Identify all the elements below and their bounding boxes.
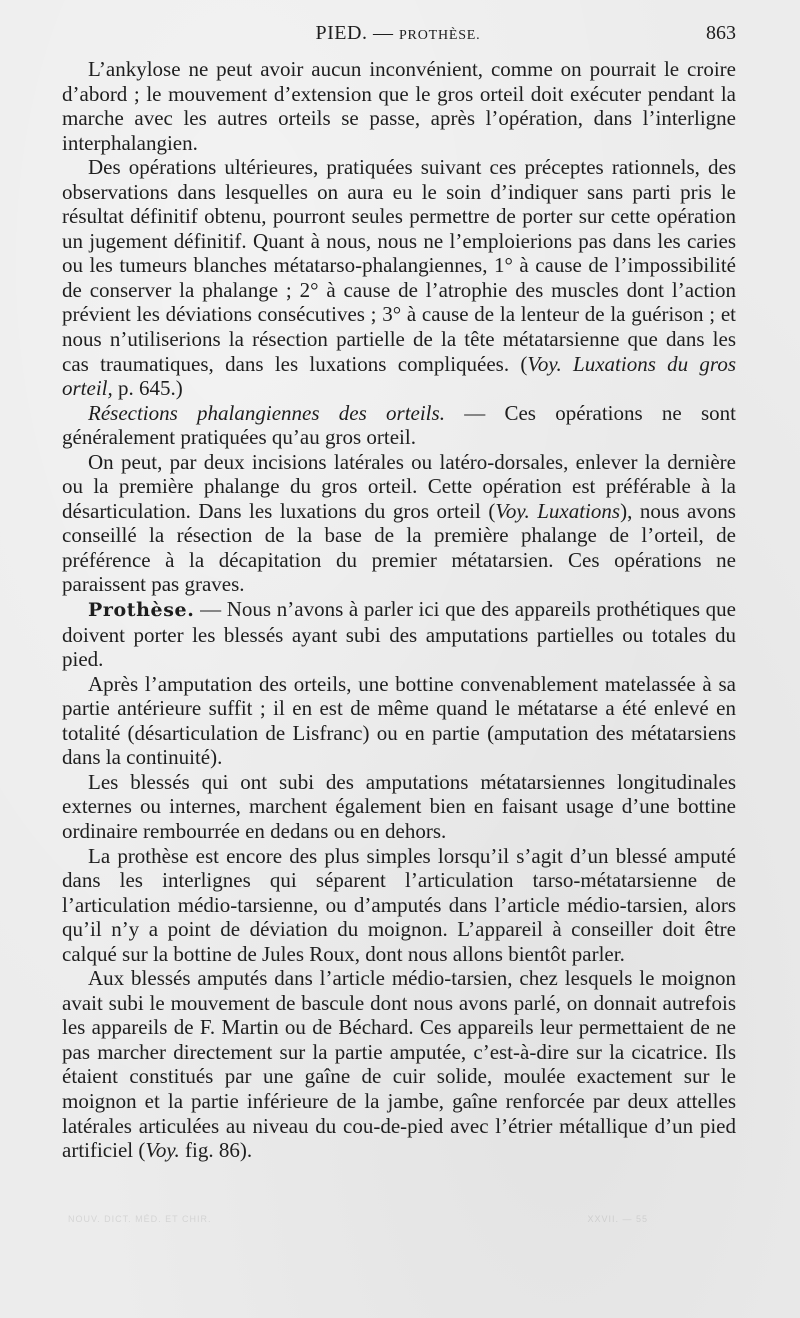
- cross-reference: Voy. Luxations du gros orteil,: [62, 351, 736, 401]
- footer-right: XXVII. — 55: [587, 1214, 648, 1224]
- running-dash: —: [372, 22, 394, 44]
- section-heading-italic: Résections phalangiennes des orteils.: [88, 400, 445, 425]
- running-head: [60, 22, 736, 45]
- cross-reference: Voy.: [145, 1138, 180, 1163]
- running-title: PIED.: [315, 22, 368, 44]
- paragraph-text: — Ces opérations ne sont généralement pratiquées qu’au gros orteil.: [62, 400, 736, 450]
- running-subtitle: PROTHÈSE.: [398, 28, 481, 43]
- footer-left: NOUV. DICT. MÉD. ET CHIR.: [68, 1214, 212, 1224]
- paragraph-text: fig. 86).: [179, 1138, 253, 1163]
- paragraph-text: p. 645.): [112, 376, 183, 401]
- cross-reference: Voy. Luxations: [495, 498, 621, 523]
- paragraph-prothese: [62, 597, 736, 672]
- paragraph-text: On peut, par deux incisions latérales ou latéro-dorsales, enlever la dernière ou la première phalange du gros orteil. Cette opération est préférable à la désarticulation. Dans les luxations du gros orteil (: [62, 449, 736, 523]
- paragraph-amputation-orteils: Après l’amputation des orteils, une bottine convenablement matelassée à sa partie antérieure suffit ; il en est de même quand le métatarse a été enlevé en totalité (désarticulation de Lisfranc) ou en partie (amputation des métatarsiens dans la continuité).: [62, 671, 736, 770]
- paragraph-prothese-simple: La prothèse est encore des plus simples lorsqu’il s’agit d’un blessé amputé dans les interlignes qui séparent l’articulation tarso-métatarsienne de l’articulation médio-tarsienne, ou d’amputés dans l’article médio-tarsien, alors qu’il n’y a point de déviation du moignon. L’appareil à conseiller doit être calqué sur la bottine de Jules Roux, dont nous allons bientôt parler.: [62, 843, 736, 966]
- paragraph-operations-ulterieures: [62, 155, 736, 400]
- paragraph-medio-tarsien: [62, 966, 736, 1162]
- paragraph-text: — Nous n’avons à parler ici que des appareils prothétiques que doivent porter les blessés ayant subi des amputations partielles ou totales du pied.: [62, 597, 736, 672]
- paragraph-incisions: [62, 450, 736, 597]
- paragraph-ankylose: L’ankylose ne peut avoir aucun inconvénient, comme on pourrait le croire d’abord ; le mouvement d’extension que le gros orteil doit exécuter pendant la marche avec les autres orteils se passe, après l’opération, dans l’interligne interphalangien.: [62, 57, 736, 155]
- paragraph-text: ), nous avons conseillé la résection de la base de la première phalange de l’orteil, de préférence à la décapitation du premier métatarsien. Ces opérations ne paraissent pas graves.: [62, 498, 736, 597]
- footer-bleed-through: [68, 1214, 728, 1238]
- paragraph-text: Aux blessés amputés dans l’article médio-tarsien, chez lesquels le moignon avait subi le mouvement de bascule dont nous avons parlé, on donnait autrefois les appareils de F. Martin ou de Béchard. Ces appareils leur permettaient de ne pas marcher directement sur la partie amputée, c’est-à-dire sur la cicatrice. Ils étaient constitués par une gaîne de cuir solide, moulée exactement sur le moignon et la partie inférieure de la jambe, gaîne renforcée par deux attelles latérales articulées au niveau du cou-de-pied avec l’étrier métallique d’un pied artificiel (: [62, 966, 736, 1163]
- body-text: [62, 57, 736, 1163]
- paragraph-amputations-metatarsiennes: Les blessés qui ont subi des amputations métatarsiennes longitudinales externes ou internes, marchent également bien en faisant usage d’une bottine ordinaire rembourrée en dedans ou en dehors.: [62, 769, 736, 843]
- page-header: [60, 16, 736, 46]
- section-heading-prothese: Prothèse.: [88, 599, 195, 622]
- page-number: 863: [706, 22, 736, 44]
- paragraph-text: Des opérations ultérieures, pratiquées suivant ces préceptes rationnels, des observations dans lesquelles on aura eu le soin d’indiquer sans parti pris le résultat définitif obtenu, pourront seules permettre de porter sur cette opération un jugement définitif. Quant à nous, nous ne l’emploierions pas dans les caries ou les tumeurs blanches métatarso-phalangiennes, 1° à cause de l’impossibilité de conserver la phalange ; 2° à cause de l’atrophie des muscles dont l’action prévient les déviations consécutives ; 3° à cause de la lenteur de la guérison ; et nous n’utiliserions la résection partielle de la tête métatarsienne que dans les cas traumatiques, dans les luxations compliquées. (: [62, 155, 736, 376]
- paragraph-resections-phalangiennes: [62, 401, 736, 450]
